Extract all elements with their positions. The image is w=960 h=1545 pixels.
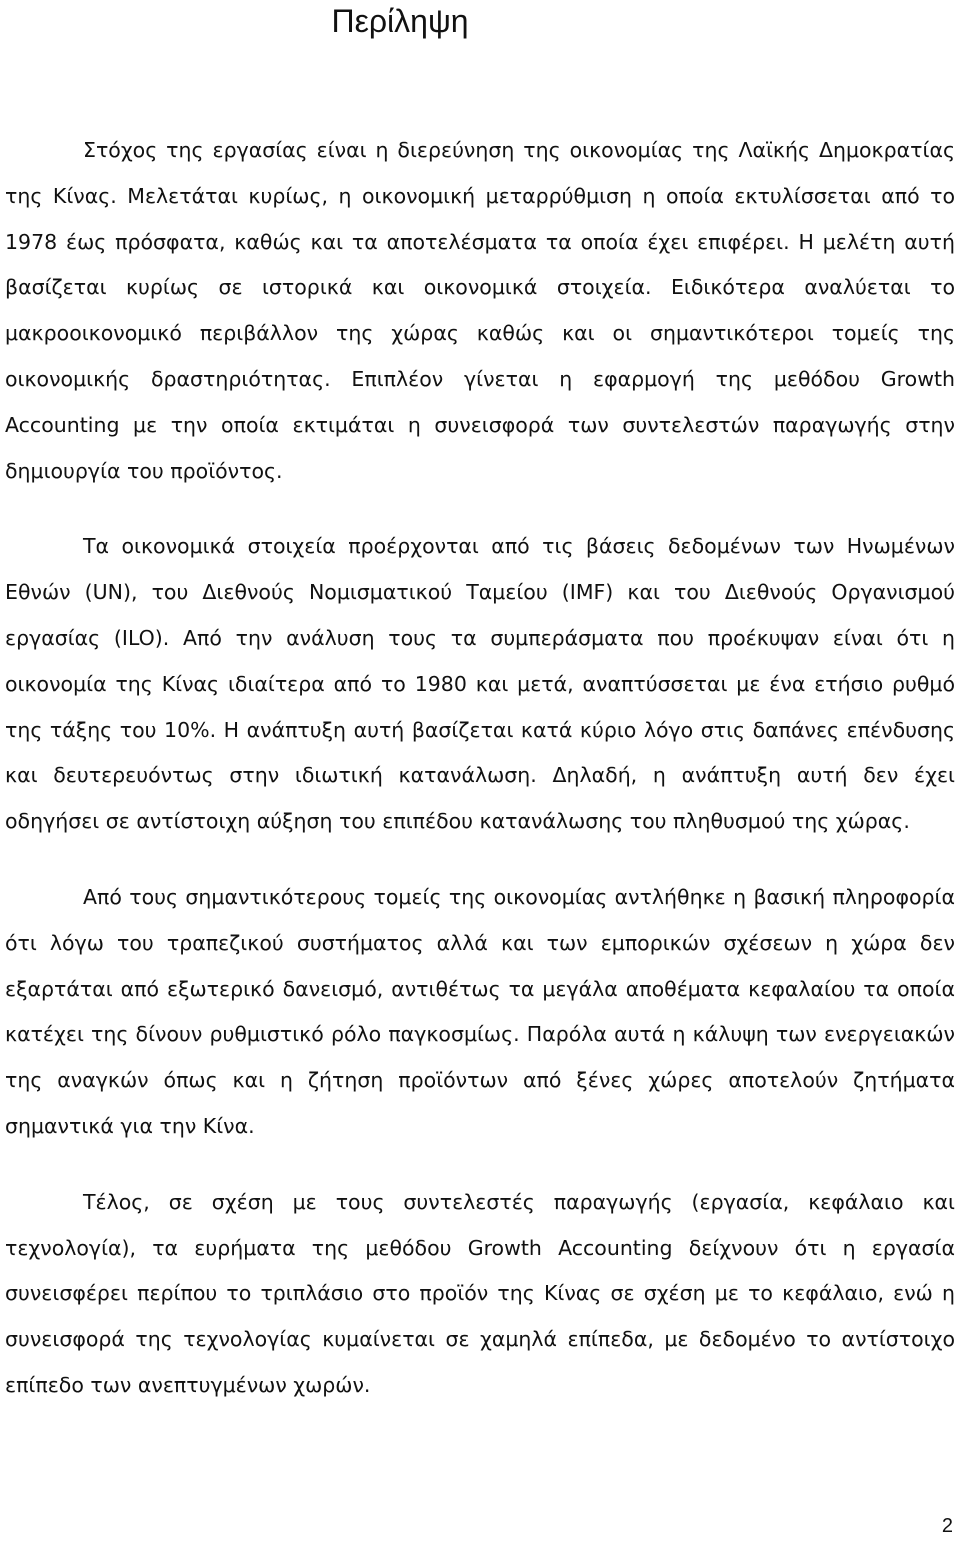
paragraph-4: Τέλος, σε σχέση με τους συντελεστές παραγωγής (εργασία, κεφάλαιο και τεχνολογία), τα ευρήματα της μεθόδου Growth Accounting δείχνουν ότι η εργασία συνεισφέρει περίπου το τριπλάσιο στο προϊόν της Κίνας σε σχέση με το κεφάλαιο, ενώ η συνεισφορά της τεχνολογίας κυμαίνεται σε χαμηλά επίπεδα, με δεδομένο το αντίστοιχο επίπεδο των ανεπτυγμένων χωρών. [5,1189,955,1397]
paragraph-2: Τα οικονομικά στοιχεία προέρχονται από τις βάσεις δεδομένων των Ηνωμένων Εθνών (UN), του Διεθνούς Νομισματικού Ταμείου (IMF) και του Διεθνούς Οργανισμού εργασίας (ILO). Από την ανάλυση τους τα συμπεράσματα που προέκυψαν είναι ότι η οικονομία της Κίνας ιδιαίτερα από το 1980 και μετά, αναπτύσσεται με ένα ετήσιο ρυθμό της τάξης του 10%. Η ανάπτυξη αυτή βασίζεται κατά κύριο λόγο στις δαπάνες επένδυσης και δευτερευόντως στην ιδιωτική κατανάλωση. Δηλαδή, η ανάπτυξη αυτή δεν έχει οδηγήσει σε αντίστοιχη αύξηση του επιπέδου κατανάλωσης του πληθυσμού της χώρας. [5,534,955,834]
page-number: 2 [941,1515,953,1537]
page-title: Περίληψη [331,3,469,39]
abstract-body [5,128,955,1439]
paragraph-1: Στόχος της εργασίας είναι η διερεύνηση της οικονομίας της Λαϊκής Δημοκρατίας της Κίνας. Μελετάται κυρίως, η οικονομική μεταρρύθμιση η οποία εκτυλίσσεται από το 1978 έως πρόσφατα, καθώς και τα αποτελέσματα τα οποία έχει επιφέρει. Η μελέτη αυτή βασίζεται κυρίως σε ιστορικά και οικονομικά στοιχεία. Ειδικότερα αναλύεται το μακροοικονομικό περιβάλλον της χώρας καθώς και οι σημαντικότεροι τομείς της οικονομικής δραστηριότητας. Επιπλέον γίνεται η εφαρμογή της μεθόδου Growth Accounting με την οποία εκτιμάται η συνεισφορά των συντελεστών παραγωγής στην δημιουργία του προϊόντος. [5,138,955,483]
paragraph-3: Από τους σημαντικότερους τομείς της οικονομίας αντλήθηκε η βασική πληροφορία ότι λόγω του τραπεζικού συστήματος αλλά και των εμπορικών σχέσεων η χώρα δεν εξαρτάται από εξωτερικό δανεισμό, αντιθέτως τα μεγάλα αποθέματα κεφαλαίου τα οποία κατέχει της δίνουν ρυθμιστικό ρόλο παγκοσμίως. Παρόλα αυτά η κάλυψη των ενεργειακών της αναγκών όπως και η ζήτηση προϊόντων από ξένες χώρες αποτελούν ζητήματα σημαντικά για την Κίνα. [5,884,955,1138]
